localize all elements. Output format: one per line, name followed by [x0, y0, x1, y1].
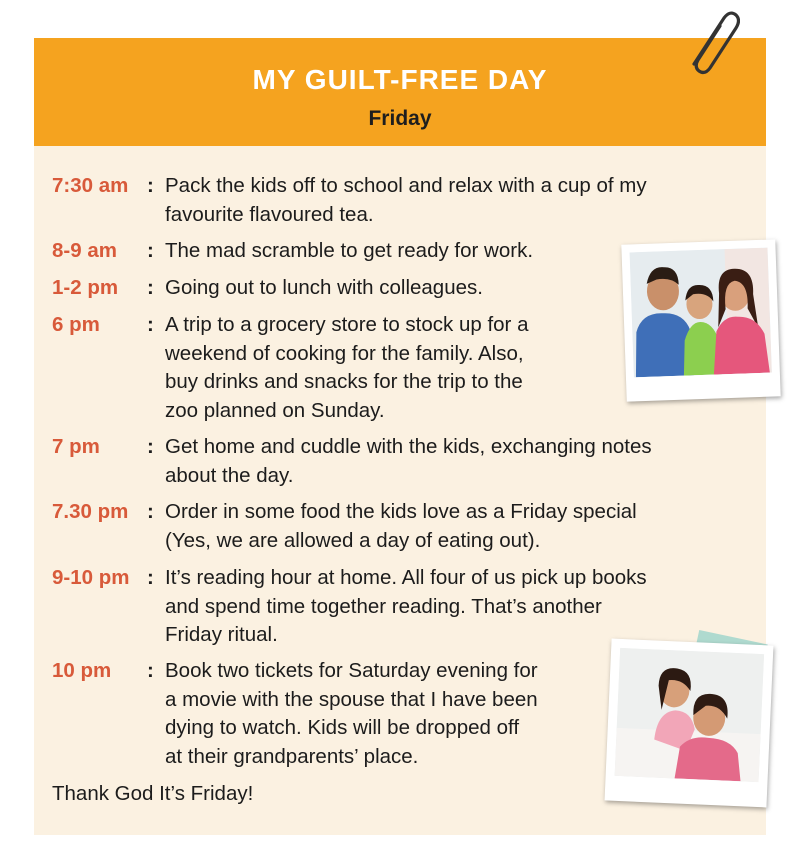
entry-line: Pack the kids off to school and relax with a cup of my	[165, 174, 647, 197]
entry-line: at their grandparents’ place.	[165, 744, 419, 768]
entry-text	[165, 657, 538, 771]
entry-line: buy drinks and snacks for the trip to the	[165, 370, 523, 393]
entry-line: weekend of cooking for the family. Also,	[165, 341, 524, 365]
entry-line: The mad scramble to get ready for work.	[165, 239, 534, 262]
entry-time: 10 pm	[52, 659, 112, 682]
entry-text	[165, 172, 647, 229]
family-photo-image	[630, 248, 772, 378]
entry-time: 7.30 pm	[52, 500, 129, 523]
header-banner	[34, 38, 766, 146]
page-subtitle: Friday	[368, 107, 432, 130]
entry-text	[165, 433, 652, 490]
entry-line: It’s reading hour at home. All four of us pick up books	[165, 566, 647, 589]
entry-line: Get home and cuddle with the kids, exchanging notes	[165, 435, 652, 458]
paperclip-icon	[680, 6, 740, 76]
entry-separator: :	[147, 313, 154, 336]
entry-time: 7:30 am	[52, 174, 129, 197]
entry-line: A trip to a grocery store to stock up for a	[165, 313, 529, 336]
entry-text	[165, 311, 528, 425]
entry-separator: :	[147, 276, 154, 299]
entry-line: Going out to lunch with colleagues.	[165, 276, 483, 299]
entry-line: Friday ritual.	[165, 623, 278, 646]
entry-separator: :	[147, 239, 154, 262]
entry-line: Order in some food the kids love as a Friday special	[165, 500, 637, 523]
entry-line: and spend time together reading. That’s another	[165, 594, 602, 618]
closing-line: Thank God It’s Friday!	[52, 782, 254, 805]
entry-line: (Yes, we are allowed a day of eating out).	[165, 528, 541, 552]
entry-time: 1-2 pm	[52, 276, 119, 299]
mother-daughter-photo-image	[615, 648, 764, 782]
entry-text	[165, 498, 637, 555]
page-title: MY GUILT-FREE DAY	[252, 64, 548, 95]
entry-text	[165, 274, 483, 303]
entry-separator: :	[147, 500, 154, 523]
family-photo	[621, 239, 780, 401]
entry-line: about the day.	[165, 463, 294, 487]
entry-line: Book two tickets for Saturday evening for	[165, 659, 538, 682]
entry-text	[165, 564, 647, 650]
entry-line: zoo planned on Sunday.	[165, 398, 385, 422]
entry-line: favourite flavoured tea.	[165, 202, 374, 226]
entry-line: a movie with the spouse that I have been	[165, 687, 538, 711]
entry-separator: :	[147, 435, 154, 458]
mother-daughter-photo	[605, 639, 774, 808]
entry-time: 9-10 pm	[52, 566, 130, 589]
entry-time: 6 pm	[52, 313, 100, 336]
entry-separator: :	[147, 659, 154, 682]
entry-line: dying to watch. Kids will be dropped off	[165, 716, 520, 739]
entry-time: 8-9 am	[52, 239, 117, 262]
entry-separator: :	[147, 174, 154, 197]
entry-separator: :	[147, 566, 154, 589]
entry-time: 7 pm	[52, 435, 100, 458]
entry-text	[165, 237, 533, 266]
